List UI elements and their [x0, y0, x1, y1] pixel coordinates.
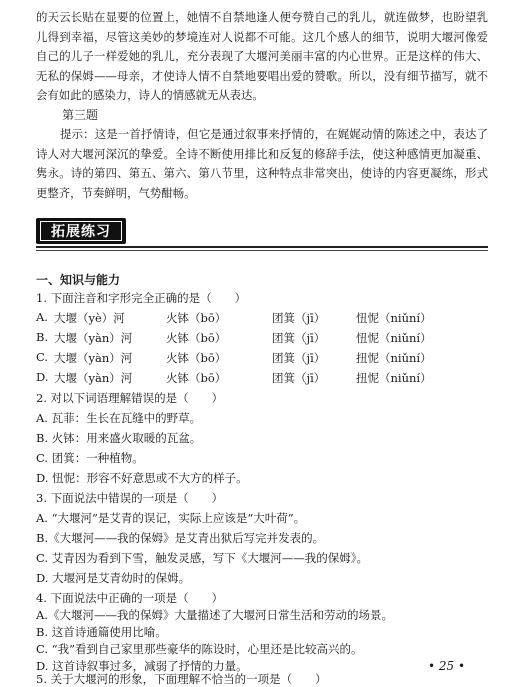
q1-option-a — [36, 310, 496, 328]
q2-option-c: C. 团箕：一种植物。 — [36, 451, 144, 465]
option-part: 团箕（jī） — [272, 371, 326, 385]
option-part: 忸怩（niǔní） — [356, 311, 432, 325]
q1-option-b — [36, 330, 496, 348]
option-part: 大堰（yàn）河 — [54, 331, 133, 345]
q2-stem: 2. 对以下词语理解错误的是（ ） — [36, 391, 224, 405]
q4-option-d: D. 这首诗叙事过多，减弱了抒情的力量。 — [36, 659, 248, 673]
option-part: 扭怩（niǔní） — [356, 351, 432, 365]
option-part: 大堰（yè）河 — [54, 311, 125, 325]
option-part: 团箕（jī） — [272, 331, 326, 345]
q4-option-b: B. 这首诗通篇使用比喻。 — [36, 625, 167, 639]
q1-stem: 1. 下面注音和字形完全正确的是（ ） — [36, 291, 247, 305]
q3-option-a: A. “大堰河”是艾青的误记，实际上应该是“大叶荷”。 — [36, 511, 306, 525]
option-part: 火钵（bō） — [166, 331, 227, 345]
q3-option-b: B.《大堰河——我的保姆》是艾青出狱后写完并发表的。 — [36, 531, 325, 545]
q2-option-d: D. 忸怩：形容不好意思或不大方的样子。 — [36, 471, 248, 485]
q3-option-d: D. 大堰河是艾青幼时的保姆。 — [36, 571, 191, 585]
q2-option-a: A. 瓦菲：生长在瓦缝中的野草。 — [36, 411, 202, 425]
option-part: 火钵（bō） — [166, 371, 227, 385]
option-part: 团箕（jī） — [272, 351, 326, 365]
q2-option-b: B. 火钵：用来盛火取暖的瓦盆。 — [36, 431, 202, 445]
q3-option-c: C. 艾青因为看到下雪，触发灵感，写下《大堰河——我的保姆》。 — [36, 551, 368, 565]
q4-option-a: A.《大堰河——我的保姆》大量描述了大堰河日常生活和劳动的场景。 — [36, 608, 393, 622]
q4-option-c: C. “我”看到自己家里那些豪华的陈设时，心里还是比较高兴的。 — [36, 642, 363, 656]
intro-paragraph: 的天云长贴在显要的位置上，她情不自禁地逢人便夸赞自己的乳儿，就连做梦，也盼望乳儿得到幸福，尽管这美妙的梦境连对人说都不可能。这几个感人的细节，说明大堰河像爱自己的儿子一样爱她的乳儿，充分表现了大堰河美丽丰富的内心世界。正是这样的伟大、无私的保姆——母亲，才使诗人情不自禁地要唱出爱的赞歌。所以，没有细节描写，就不会有如此的感染力，诗人的情感就无从表达。 — [36, 10, 488, 102]
q1-option-d — [36, 370, 496, 388]
option-part: 大堰（yàn）河 — [54, 351, 133, 365]
option-letter: D. — [36, 370, 49, 384]
option-letter: C. — [36, 350, 49, 364]
q5-stem: 5. 关于大堰河的形象，下面理解不恰当的一项是（ ） — [36, 672, 327, 686]
option-letter: B. — [36, 330, 49, 344]
banner-divider — [36, 246, 488, 248]
option-part: 团箕（jī） — [272, 311, 326, 325]
third-question-tip: 提示：这是一首抒情诗，但它是通过叙事来抒情的，在娓娓动情的陈述之中，表达了诗人对大堰河深沉的挚爱。全诗不断使用排比和反复的修辞手法，使这种感情更加凝重、隽永。诗的第四、第五、第六、第八节里，这种特点非常突出，使诗的内容更凝练，形式更整齐，节奏鲜明，气势酣畅。 — [36, 127, 488, 200]
q3-stem: 3. 下面说法中错误的一项是（ ） — [36, 491, 224, 505]
page-number: • 25 • — [428, 659, 466, 673]
section-title: 一、知识与能力 — [36, 273, 121, 287]
option-letter: A. — [36, 310, 48, 324]
q4-stem: 4. 下面说法中正确的一项是（ ） — [36, 591, 224, 605]
option-part: 火钵（bō） — [166, 311, 227, 325]
option-part: 大堰（yàn）河 — [54, 371, 133, 385]
option-part: 火钵（bō） — [166, 351, 227, 365]
third-question-title: 第三题 — [62, 108, 99, 122]
section-banner-label: 拓展练习 — [40, 221, 122, 241]
q1-option-c — [36, 350, 496, 368]
banner-divider-thin — [36, 250, 488, 251]
option-part: 扭怩（niǔní） — [356, 371, 432, 385]
section-banner — [36, 218, 126, 244]
option-part: 忸怩（niǔní） — [356, 331, 432, 345]
